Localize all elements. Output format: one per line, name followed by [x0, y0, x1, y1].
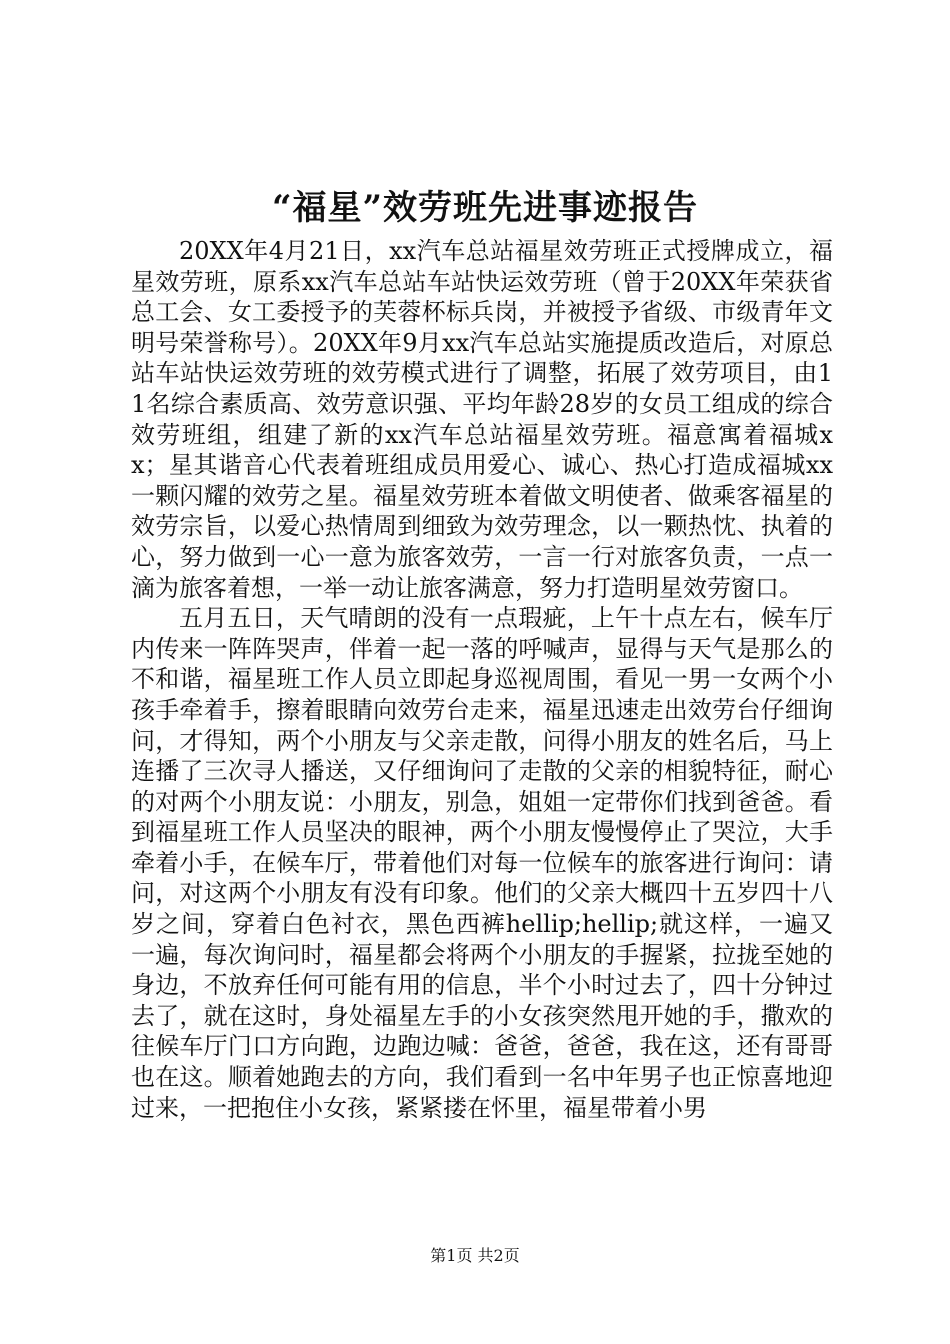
- page-footer: 第1页 共2页: [430, 1246, 520, 1265]
- paragraph-1: 20XX年4月21日，xx汽车总站福星效劳班正式授牌成立，福星效劳班，原系xx汽车总站车站快运效劳班（曾于20XX年荣获省总工会、女工委授予的芙蓉杯标兵岗，并被授予省级、市级青年文明号荣誉称号）。20XX年9月xx汽车总站实施提质改造后，对原总站车站快运效劳班的效劳模式进行了调整，拓展了效劳项目，由11名综合素质高、效劳意识强、平均年龄28岁的女员工组成的综合效劳班组，组建了新的xx汽车总站福星效劳班。福意寓着福城xx；星其谐音心代表着班组成员用爱心、诚心、热心打造成福城xx一颗闪耀的效劳之星。福星效劳班本着做文明使者、做乘客福星的效劳宗旨，以爱心热情周到细致为效劳理念，以一颗热忱、执着的心，努力做到一心一意为旅客效劳，一言一行对旅客负责，一点一滴为旅客着想，一举一动让旅客满意，努力打造明星效劳窗口。: [131, 237, 833, 602]
- document-body: [131, 236, 833, 1123]
- paragraph-2: 五月五日，天气晴朗的没有一点瑕疵，上午十点左右，候车厅内传来一阵阵哭声，伴着一起一落的呼喊声，显得与天气是那么的不和谐，福星班工作人员立即起身巡视周围，看见一男一女两个小孩手牵着手，擦着眼睛向效劳台走来，福星迅速走出效劳台仔细询问，才得知，两个小朋友与父亲走散，问得小朋友的姓名后，马上连播了三次寻人播送，又仔细询问了走散的父亲的相貌特征，耐心的对两个小朋友说：小朋友，别急，姐姐一定带你们找到爸爸。看到福星班工作人员坚决的眼神，两个小朋友慢慢停止了哭泣，大手牵着小手，在候车厅，带着他们对每一位候车的旅客进行询问：请问，对这两个小朋友有没有印象。他们的父亲大概四十五岁四十八岁之间，穿着白色衬衣，黑色西裤hellip;hellip;就这样，一遍又一遍，每次询问时，福星都会将两个小朋友的手握紧，拉拢至她的身边，不放弃任何可能有用的信息，半个小时过去了，四十分钟过去了，就在这时，身处福星左手的小女孩突然甩开她的手，撒欢的往候车厅门口方向跑，边跑边喊：爸爸，爸爸，我在这，还有哥哥也在这。顺着她跑去的方向，我们看到一名中年男子也正惊喜地迎过来，一把抱住小女孩，紧紧搂在怀里，福星带着小男: [131, 604, 833, 1122]
- document-title: “福星”效劳班先进事迹报告: [271, 188, 699, 228]
